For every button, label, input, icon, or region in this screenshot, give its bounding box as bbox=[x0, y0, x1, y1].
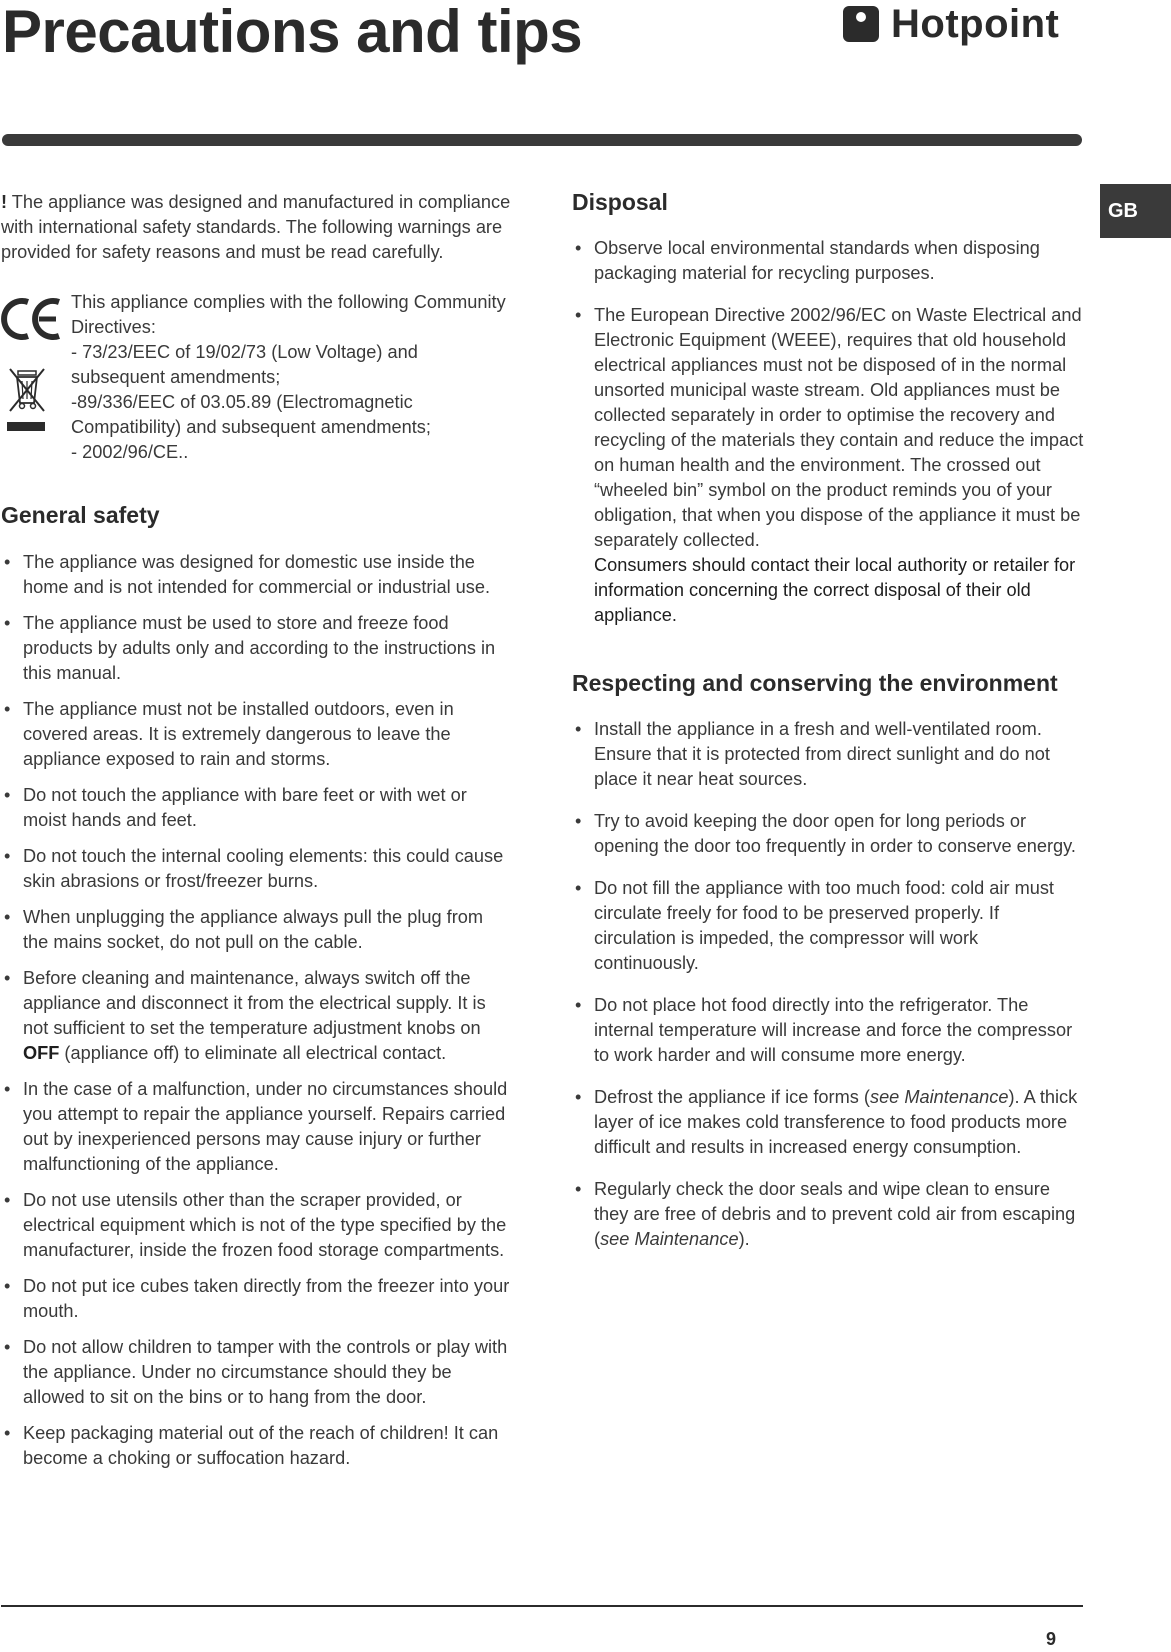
disposal-list bbox=[572, 236, 1084, 628]
list-item: • Do not touch the internal cooling elements: this could cause skin abrasions or frost/freezer burns. bbox=[1, 844, 513, 894]
list-item bbox=[572, 303, 1084, 628]
cross-reference-link: see Maintenance bbox=[600, 1229, 739, 1249]
directives-line: - 73/23/EEC of 19/02/73 (Low Voltage) and subsequent amendments; bbox=[71, 342, 418, 387]
list-item-text: Consumers should contact their local authority or retailer for information concerning the correct disposal of their old appliance. bbox=[594, 555, 1076, 625]
footer-divider bbox=[1, 1605, 1083, 1607]
hotpoint-logo-icon bbox=[843, 6, 879, 42]
disposal-heading: Disposal bbox=[572, 189, 668, 215]
general-safety-heading: General safety bbox=[1, 502, 160, 528]
header-divider bbox=[2, 134, 1082, 146]
brand-name: Hotpoint bbox=[891, 1, 1060, 46]
general-safety-list bbox=[1, 550, 513, 1471]
directives-block bbox=[1, 290, 513, 470]
crossed-out-wheeled-bin-icon bbox=[7, 365, 47, 415]
page-title: Precautions and tips bbox=[2, 0, 583, 65]
environment-heading: Respecting and conserving the environment bbox=[572, 670, 1058, 696]
list-item: • The appliance must be used to store and freeze food products by adults only and according to the instructions in this manual. bbox=[1, 611, 513, 686]
list-item: • Do not fill the appliance with too much food: cold air must circulate freely for food to be preserved properly. If circulation is impeded, the compressor will work continuously. bbox=[572, 876, 1084, 976]
warning-mark: ! bbox=[1, 192, 8, 212]
list-item: • In the case of a malfunction, under no circumstances should you attempt to repair the appliance yourself. Repairs carried out by inexperienced persons may cause injury or further malfunctioning of the appliance. bbox=[1, 1077, 513, 1177]
directives-line: - 2002/96/CE.. bbox=[71, 442, 189, 462]
cross-reference-link: see Maintenance bbox=[869, 1087, 1009, 1107]
left-column bbox=[1, 190, 513, 1482]
right-column bbox=[572, 190, 1084, 1269]
intro-paragraph bbox=[1, 190, 513, 265]
list-item: • The appliance must not be installed outdoors, even in covered areas. It is extremely dangerous to leave the appliance exposed to rain and storms. bbox=[1, 697, 513, 772]
directives-text bbox=[71, 290, 511, 465]
list-item-text: (appliance off) to eliminate all electrical contact. bbox=[59, 1043, 447, 1063]
list-item: • Do not use utensils other than the scraper provided, or electrical equipment which is not of the type specified by the manufacturer, inside the frozen food storage compartments. bbox=[1, 1188, 513, 1263]
list-item: • Do not allow children to tamper with the controls or play with the appliance. Under no circumstance should they be allowed to sit on the bins or to hang from the door. bbox=[1, 1335, 513, 1410]
ce-mark-icon bbox=[1, 296, 63, 342]
directives-line: -89/336/EEC of 03.05.89 (Electromagnetic Compatibility) and subsequent amendments; bbox=[71, 392, 431, 437]
intro-text: The appliance was designed and manufactured in compliance with international safety standards. The following warnings are provided for safety reasons and must be read carefully. bbox=[1, 192, 511, 262]
language-tab: GB bbox=[1100, 184, 1171, 238]
environment-list bbox=[572, 717, 1084, 1252]
list-item-text: The European Directive 2002/96/EC on Waste Electrical and Electronic Equipment (WEEE), requires that old household electrical appliances must not be disposed of in the normal unsorted municipal waste stream. Old appliances must be collected separately in order to optimise the recovery and recycling of the materials they contain and reduce the impact on human health and the environment. The crossed out “wheeled bin” symbol on the product reminds you of your obligation, that when you dispose of the appliance it must be separately collected. bbox=[594, 305, 1084, 550]
bin-underline-bar bbox=[7, 422, 45, 431]
list-item bbox=[1, 966, 513, 1066]
list-item bbox=[572, 1177, 1084, 1252]
list-item-text: ). A thick layer of ice makes cold transference to food products more difficult and results in increased energy consumption. bbox=[594, 1087, 1078, 1157]
list-item-text: Regularly check the door seals and wipe clean to ensure they are free of debris and to prevent cold air from escaping ( bbox=[594, 1179, 1076, 1249]
list-item-text: Before cleaning and maintenance, always switch off the appliance and disconnect it from the electrical supply. It is not sufficient to set the temperature adjustment knobs on bbox=[23, 968, 486, 1038]
list-item: • When unplugging the appliance always pull the plug from the mains socket, do not pull on the cable. bbox=[1, 905, 513, 955]
brand-logo bbox=[843, 2, 1059, 46]
off-keyword: OFF bbox=[23, 1043, 60, 1063]
list-item: • Keep packaging material out of the reach of children! It can become a choking or suffocation hazard. bbox=[1, 1421, 513, 1471]
list-item: • Do not touch the appliance with bare feet or with wet or moist hands and feet. bbox=[1, 783, 513, 833]
list-item: • Observe local environmental standards when disposing packaging material for recycling purposes. bbox=[572, 236, 1084, 286]
list-item bbox=[572, 1085, 1084, 1160]
list-item: • Do not place hot food directly into the refrigerator. The internal temperature will increase and force the compressor to work harder and will consume more energy. bbox=[572, 993, 1084, 1068]
directives-line: This appliance complies with the following Community Directives: bbox=[71, 292, 506, 337]
page-number: 9 bbox=[1046, 1629, 1057, 1649]
list-item-text: Defrost the appliance if ice forms ( bbox=[594, 1087, 870, 1107]
list-item: • The appliance was designed for domestic use inside the home and is not intended for commercial or industrial use. bbox=[1, 550, 513, 600]
list-item: • Try to avoid keeping the door open for long periods or opening the door too frequently in order to conserve energy. bbox=[572, 809, 1084, 859]
list-item: • Do not put ice cubes taken directly from the freezer into your mouth. bbox=[1, 1274, 513, 1324]
list-item: • Install the appliance in a fresh and well-ventilated room. Ensure that it is protected from direct sunlight and do not place it near heat sources. bbox=[572, 717, 1084, 792]
list-item-text: ). bbox=[738, 1229, 750, 1249]
